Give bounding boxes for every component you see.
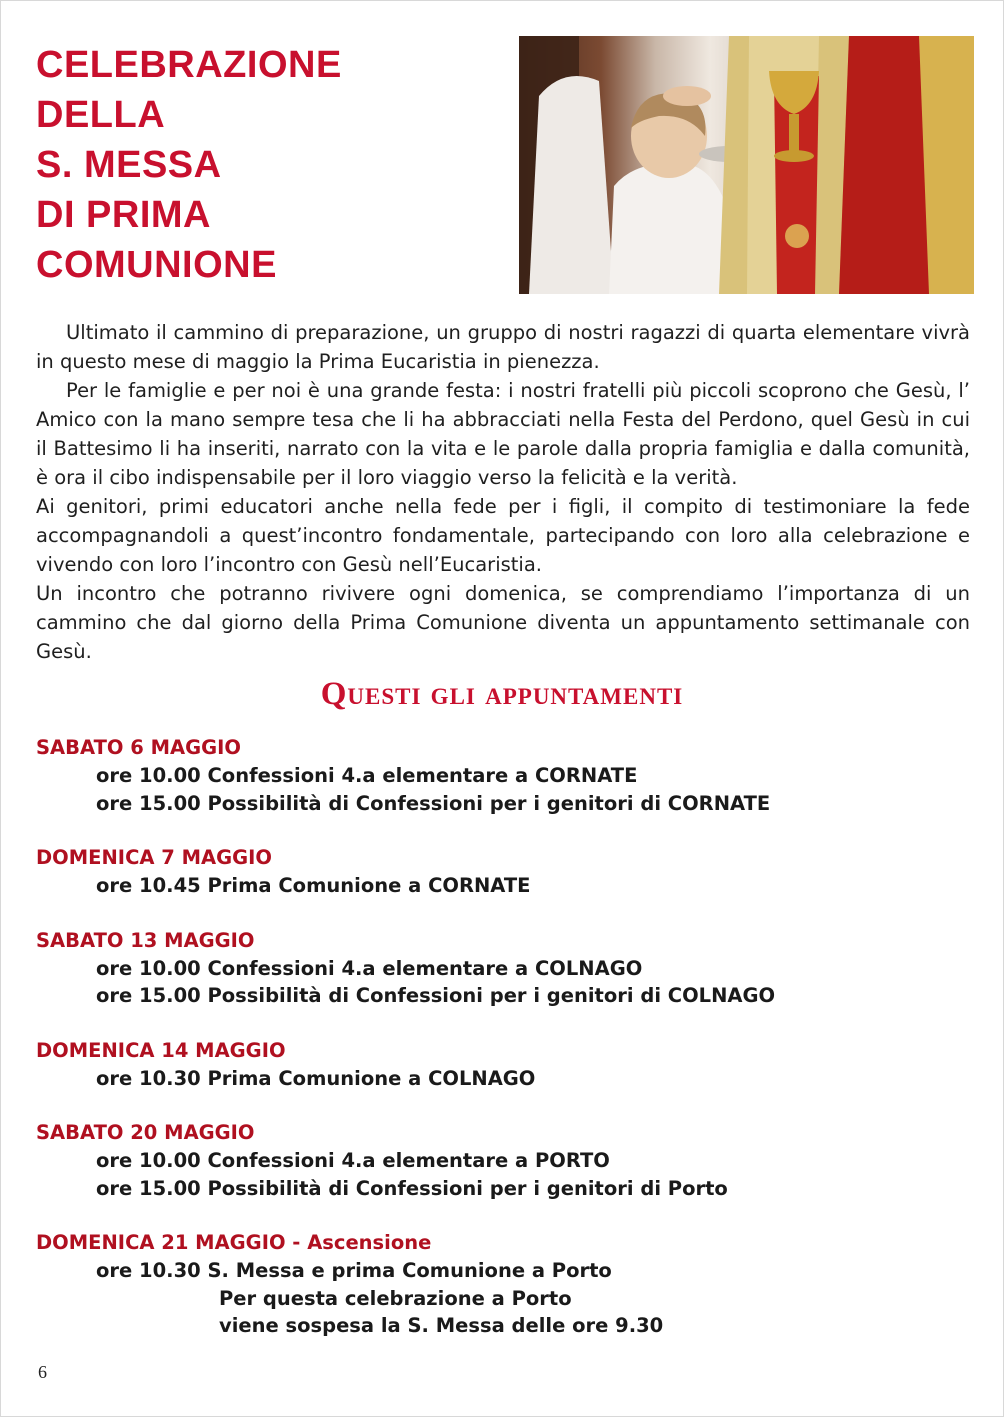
page-title — [36, 40, 496, 290]
event-note: viene sospesa la S. Messa delle ore 9.30 — [219, 1314, 664, 1337]
section-heading: Questi gli appuntamenti — [320, 676, 684, 712]
title-line: COMUNIONE — [36, 244, 277, 286]
communion-illustration — [519, 36, 974, 294]
paragraph: Per le famiglie e per noi è una grande festa: i nostri fratelli più piccoli scoprono che Gesù, l’ Amico con la mano sempre tesa che li ha abbracciati nella Festa del Perdono, quel Gesù in cui il Battesimo li ha inseriti, narrato con la vita e le parole dalla propria famiglia e dalla comunità, è ora il cibo indispensabile per il loro viaggio verso la felicità e la verità. — [36, 379, 970, 489]
event-line: ore 10.00 Confessioni 4.a elementare a PORTO — [96, 1149, 610, 1172]
day-title: DOMENICA 21 MAGGIO - Ascensione — [36, 1231, 432, 1254]
schedule — [36, 734, 970, 1367]
paragraph: Un incontro che potranno rivivere ogni domenica, se comprendiamo l’importanza di un cammino che dal giorno della Prima Comunione diventa un appuntamento settimanale con Gesù. — [36, 582, 970, 663]
title-line: DELLA — [36, 94, 166, 136]
day-title: DOMENICA 14 MAGGIO — [36, 1038, 286, 1062]
intro-text — [36, 318, 970, 666]
title-line: S. MESSA — [36, 144, 222, 186]
day-title: SABATO 20 MAGGIO — [36, 1121, 255, 1144]
schedule-day — [36, 844, 970, 900]
event-line: ore 15.00 Possibilità di Confessioni per i genitori di COLNAGO — [96, 984, 776, 1007]
schedule-day — [36, 1229, 970, 1340]
schedule-day — [36, 734, 970, 817]
day-title: DOMENICA 7 MAGGIO — [36, 846, 272, 869]
event-line: ore 15.00 Possibilità di Confessioni per i genitori di Porto — [96, 1176, 728, 1200]
paragraph: Ai genitori, primi educatori anche nella fede per i figli, il compito di testimoniare la fede accompagnandoli a quest’incontro fondamentale, partecipando con loro alla celebrazione e vivendo con loro l’incontro con Gesù nell’Eucaristia. — [36, 495, 970, 576]
schedule-day — [36, 1037, 970, 1093]
event-line: ore 10.45 Prima Comunione a CORNATE — [96, 874, 531, 897]
title-line: CELEBRAZIONE — [36, 44, 342, 86]
event-line: ore 10.00 Confessioni 4.a elementare a CORNATE — [96, 764, 638, 787]
event-line: ore 10.00 Confessioni 4.a elementare a COLNAGO — [96, 956, 643, 980]
day-title: SABATO 13 MAGGIO — [36, 928, 255, 952]
paragraph: Ultimato il cammino di preparazione, un gruppo di nostri ragazzi di quarta elementare vivrà in questo mese di maggio la Prima Eucaristia in pienezza. — [36, 321, 970, 373]
page-number: 6 — [38, 1362, 47, 1382]
schedule-day — [36, 1119, 970, 1202]
communion-photo — [519, 36, 974, 294]
title-line: DI PRIMA — [36, 194, 211, 236]
event-line: ore 10.30 Prima Comunione a COLNAGO — [96, 1066, 536, 1090]
schedule-day — [36, 927, 970, 1010]
day-title: SABATO 6 MAGGIO — [36, 736, 241, 759]
event-note: Per questa celebrazione a Porto — [219, 1286, 572, 1310]
event-line: ore 15.00 Possibilità di Confessioni per i genitori di CORNATE — [96, 791, 771, 815]
event-line: ore 10.30 S. Messa e prima Comunione a Porto — [96, 1259, 612, 1282]
